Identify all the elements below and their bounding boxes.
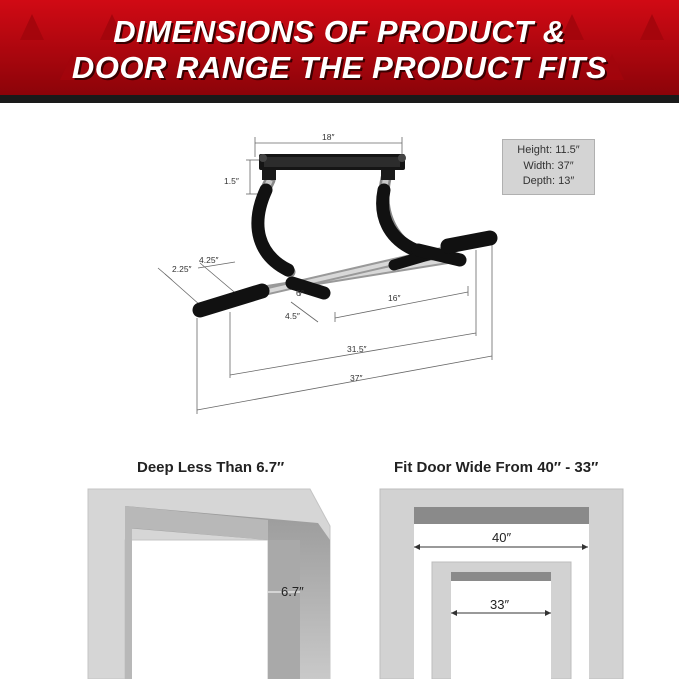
- label-door-narrow: 33″: [490, 597, 510, 612]
- label-door-wide: 40″: [492, 530, 512, 545]
- banner-title-line2: DOOR RANGE THE PRODUCT FITS: [71, 50, 608, 85]
- spec-depth: Depth: 13″: [522, 175, 575, 187]
- label-door-depth: 6.7″: [281, 584, 304, 599]
- narrow-door-frame: [432, 562, 571, 679]
- spec-width: Width: 37″: [523, 159, 574, 172]
- left-door-caption: Deep Less Than 6.7″: [137, 459, 285, 476]
- label-inner-span: 16″: [388, 293, 401, 303]
- label-left-offset: 2.25″: [172, 264, 192, 274]
- right-door-caption: Fit Door Wide From 40″ - 33″: [394, 459, 599, 476]
- label-top-width: 18″: [322, 132, 335, 142]
- banner-title-line1: DIMENSIONS OF PRODUCT &: [113, 14, 566, 49]
- spec-height: Height: 11.5″: [517, 144, 580, 156]
- label-grip-span: 31.5″: [347, 344, 367, 354]
- deep-door-frame: [88, 489, 330, 679]
- label-small-depth: 4.5″: [285, 311, 300, 321]
- label-handle-gap: 4.25″: [199, 255, 219, 265]
- label-bracket-height: 1.5″: [224, 176, 239, 186]
- label-angle: 6°: [296, 288, 305, 298]
- label-overall-width: 37″: [350, 373, 363, 383]
